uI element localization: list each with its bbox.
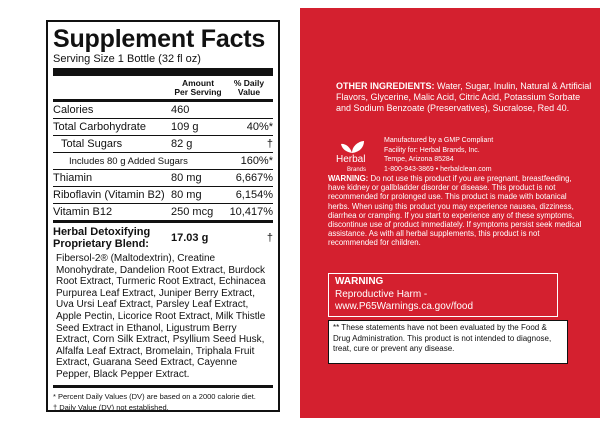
footnotes (53, 388, 273, 413)
nutrient-row-sugars (53, 136, 273, 153)
warning-body: Do not use this product if you are pregnant, breastfeeding, have kidney or gallbladder disorder or disease. This product is not recommended for prolonged use. This product is made with botanical herbs. When using this product you may experience nausea, dizziness, diarrhea or cramping. If you start to experience any of these symptoms, discontinue use of product immediately. If symptoms persist seek medical assistance. As with all herbal supplements, this product is not recommended for children. (328, 174, 582, 248)
warning-title: WARNING: (328, 174, 369, 183)
nutrient-row-riboflavin (53, 187, 273, 204)
mfr-line: Facility for: Herbal Brands, Inc. (384, 146, 480, 154)
nutrient-amount: 82 g (171, 137, 193, 150)
nutrient-amount: 80 mg (171, 188, 202, 201)
nutrient-row-added-sugars (53, 153, 273, 170)
nutrient-row-thiamin (53, 170, 273, 187)
blend-ingredients: Fibersol-2® (Maltodextrin), Creatine Monohydrate, Dandelion Root Extract, Burdock Root Extract, Turmeric Root Extract, Echinacea Purpurea Leaf Extract, Juniper Berry Extract, Uva Ursi Leaf Extract, Parsley Leaf Extract, Apple Pectin, Licorice Root Extract, Milk Thistle Seed Extract in Ethanol, Ligustrum Berry Extract, Corn Silk Extract, Psyllium Seed Husk, Alfalfa Leaf Extract, Bromelain, Triphala Fruit Extract, Guarana Seed Extract, Cayenne Pepper, Black Pepper Extract. (53, 250, 273, 388)
prop65-title: WARNING (335, 276, 384, 287)
amount-header: Amount Per Serving (174, 78, 222, 97)
footnote-dagger: † Daily Value (DV) not established. (53, 402, 169, 412)
nutrient-name: Total Carbohydrate (53, 120, 146, 133)
blend-name: Herbal Detoxifying Proprietary Blend: (53, 226, 151, 250)
footnote-dv: * Percent Daily Values (DV) are based on a 2000 calorie diet. (53, 391, 256, 401)
fda-disclaimer-box: ** These statements have not been evaluated by the Food & Drug Administration. This product is not intended to diagnose, treat, cure or prevent any disease. (328, 320, 568, 364)
nutrient-row-carbohydrate (53, 119, 273, 136)
column-headers (53, 76, 273, 102)
nutrient-name: Riboflavin (Vitamin B2) (53, 188, 165, 201)
nutrient-amount: 109 g (171, 120, 199, 133)
other-ingredients-title: OTHER INGREDIENTS: (336, 81, 435, 91)
prop65-line1: Reproductive Harm - (335, 288, 428, 300)
dv-header: % Daily Value (233, 78, 265, 97)
other-ingredients (336, 81, 592, 113)
nutrient-name: Includes 80 g Added Sugars (69, 155, 188, 167)
nutrient-name: Thiamin (53, 171, 93, 184)
proprietary-blend-header (53, 223, 273, 250)
nutrient-name: Total Sugars (61, 137, 123, 150)
blend-dv: † (266, 232, 273, 244)
supplement-facts-box (46, 20, 280, 412)
prop65-url: www.P65Warnings.ca.gov/food (335, 301, 474, 312)
manufacturer-info (384, 136, 493, 174)
nutrient-row-b12 (53, 204, 273, 223)
nutrient-row-calories (53, 102, 273, 119)
nutrient-name: Vitamin B12 (53, 205, 113, 218)
nutrient-amount: 80 mg (171, 171, 202, 184)
serving-size: Serving Size 1 Bottle (32 fl oz) (53, 52, 273, 76)
nutrient-dv: 6,154% (235, 188, 273, 201)
herbal-brands-logo (330, 140, 386, 178)
logo-sub: Brands (347, 167, 367, 173)
nutrient-name: Calories (53, 103, 94, 116)
nutrient-dv: † (266, 137, 273, 150)
blend-amount: 17.03 g (171, 232, 209, 244)
nutrient-amount: 250 mcg (171, 205, 214, 218)
nutrient-dv: 40%* (246, 120, 273, 133)
nutrient-dv: 160%* (240, 154, 273, 167)
facts-title: Supplement Facts (53, 25, 266, 53)
mfr-line: Tempe, Arizona 85284 (384, 156, 454, 164)
nutrient-dv: 10,417% (229, 205, 273, 218)
label-back-panel (300, 8, 600, 418)
nutrient-amount: 460 (171, 103, 190, 116)
logo-name: Herbal (336, 154, 366, 165)
prop65-warning-box (328, 273, 558, 317)
usage-warning (328, 174, 590, 248)
mfr-line: Manufactured by a GMP Compliant (384, 137, 494, 144)
other-ingredients-text: Water, Sugar, Inulin, Natural & Artificial Flavors, Glycerine, Malic Acid, Citric Acid, Potassium Sorbate and Sodium Benzoate (Preservatives), Sucralose, Red 40. (336, 81, 592, 113)
nutrient-dv: 6,667% (235, 171, 273, 184)
mfr-line: 1-800-943-3869 • herbalclean.com (384, 165, 492, 173)
